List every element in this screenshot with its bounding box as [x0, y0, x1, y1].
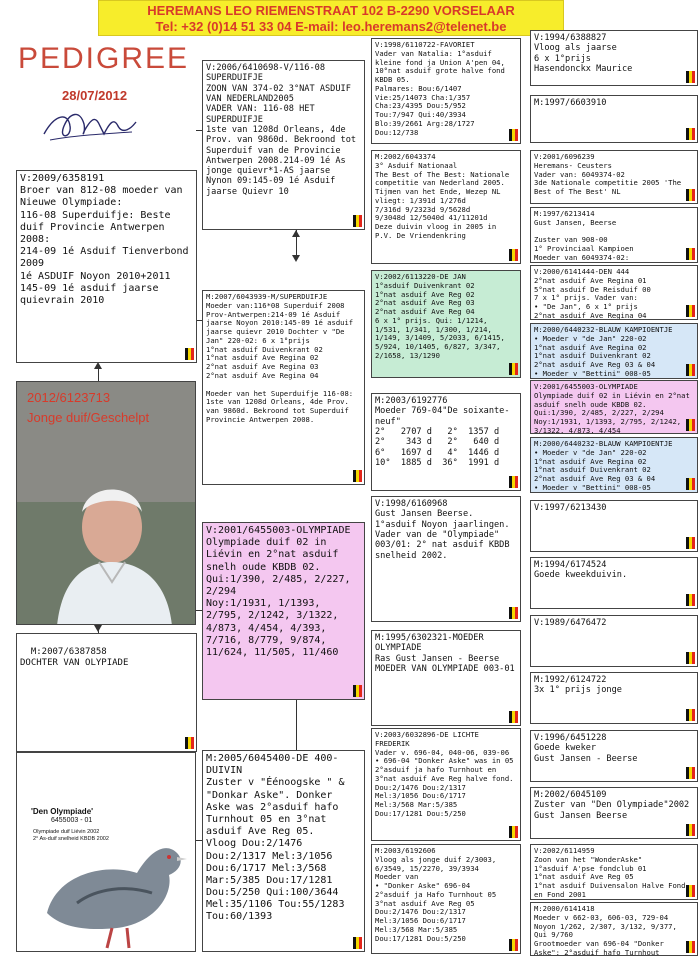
gen4-box-2: M:1997/6603910 [530, 95, 698, 143]
pigeon-image [17, 753, 197, 953]
gen4-box-16: M:2000/6141418 Moeder v 662-03, 606-03, 729-04 Noyon 1/262, 2/307, 3/132, 9/377, Qui 9/760 Grootmoeder van 696-04 "Donker Aske": 2°asduif hafo Turnhout [530, 902, 698, 956]
belgian-flag-icon [509, 476, 518, 488]
gen4-box-15: V:2002/6114959 Zoon van het "WonderAske" 1°asduif A'pse fondclub 01 1°nat asduif Ave Reg 05 1°nat asduif Duivensalon Halve Fond en Fond 2001 [530, 844, 698, 900]
arrow-up-icon [94, 362, 102, 369]
pigeon-ring: 6455003 - 01 [51, 817, 93, 824]
connector [296, 700, 297, 750]
belgian-flag-icon [686, 189, 695, 201]
arrow-down-icon [292, 255, 300, 262]
young-bird-description: Jonge duif/Geschelpt [27, 410, 150, 425]
gen4-box-4: M:1997/6213414 Gust Jansen, Beerse Zuster van 908-00 1° Provinciaal Kampioen Moeder van 6049374-02: [530, 207, 698, 263]
belgian-flag-icon [353, 470, 362, 482]
connector [98, 369, 99, 381]
belgian-flag-icon [686, 537, 695, 549]
belgian-flag-icon [686, 941, 695, 953]
belgian-flag-icon [686, 419, 695, 431]
header-contact: Tel: +32 (0)14 51 33 04 E-mail: leo.heremans2@telenet.be [155, 19, 507, 34]
arrow-up-icon [292, 230, 300, 237]
grandsire-sire-box: V:2006/6410698-V/116-08 SUPERDUIFJE ZOON VAN 374-02 3°NAT ASDUIF VAN NEDERLAND2005 VADER VAN: 116-08 HET SUPERDUIFJE 1ste van 1208d Orleans, 4de Prov. van 9860d. Bekroond tot Superduif van de Provincie Antwerpen 2008.214-09 1é As jonge quievr*1-AS jaarse Nynon 09:145-09 1é Asduif jaarse Quievr 10 [202, 60, 365, 230]
dam-text: M:2007/6387858 DOCHTER VAN OLYPIADE [20, 646, 129, 668]
gen4-box-10: M:1994/6174524 Goede kweekduivin. [530, 557, 698, 609]
gen4-box-13: V:1996/6451228 Goede kweker Gust Jansen - Beerse [530, 730, 698, 782]
pigeon-name: 'Den Olympiade' [31, 807, 94, 816]
young-bird-number: 2012/6123713 [27, 390, 111, 405]
connector [98, 625, 99, 633]
belgian-flag-icon [686, 594, 695, 606]
belgian-flag-icon [353, 215, 362, 227]
sire-box: V:2009/6358191 Broer van 812-08 moeder van Nieuwe Olympiade: 116-08 Superduifje: Beste duif Provincie Antwerpen 2008: 214-09 1é Asduif Tienverbond 2009 1é ASDUIF Noyon 2010+2011 145-09 1é asduif jaarse quievrain 2010 [16, 170, 197, 363]
belgian-flag-icon [509, 607, 518, 619]
granddam-dam-box: M:2005/6045400-DE 400-DUIVIN Zuster v "Éénoogske " & "Donkar Aske". Donker Aske was 2°asduif hafo Turnhout 05 en 3°nat asduif Ave Reg 05. Vloog Dou:2/1476 Dou:2/1317 Mel:3/1056 Dou:6/1717 Mel:3/568 Mar:5/385 Dou:17/1281 Dou:5/250 Qui:100/3644 Mel:35/1106 Tou:55/1283 Tou:60/1393 [202, 750, 365, 952]
ggs-box-1: V:1998/6110722-FAVORIET Vader van Natalia: 1°asduif kleine fond ja Union A'pen 04, 10°nat asduif grote halve fond KBDB 05. Palmares: Bou:6/1407 Vie:25/14073 Cha:1/357 Cha:23/4395 Dou:5/952 Tou:7/947 Qui:40/3934 Blo:39/2661 Arg:28/1727 Dou:12/738 [371, 38, 521, 144]
belgian-flag-icon [353, 937, 362, 949]
granddam-sire-box: M:2007/6043939-M/SUPERDUIFJE Moeder van:116*08 Superduif 2008 Prov-Antwerpen:214-09 1é Asduif jaarse Noyon 2010:145-09 1é asduif jaarse quievr 2010 Dochter v "De Jan" 220-02: 6 x 1°prijs 1°nat asduif Duivenkrant 02 1°nat asduif Ave Regina 02 2°nat asduif Ave Regina 03 2°nat asduif Ave Regina 04 Moeder van het Superduifje 116-08: 1ste van 1208d Orleans, 4de Prov. van 9860d. Bekroond tot Superduif Provincie Antwerpen 2008. [202, 290, 365, 485]
belgian-flag-icon [509, 826, 518, 838]
belgian-flag-icon [686, 824, 695, 836]
gen4-box-14: M:2002/6045109 Zuster van "Den Olympiade"2002 Gust Jansen Beerse [530, 787, 698, 839]
belgian-flag-icon [686, 305, 695, 317]
belgian-flag-icon [686, 767, 695, 779]
gen4-box-3: V:2001/6096239 Heremans- Ceusters Vader van: 6049374-02 3de Nationale competitie 2005 'The Best of The Best' NL [530, 150, 698, 204]
gen4-box-1: V:1994/6388827 Vloog als jaarse 6 x 1°prijs Hasendonckx Maurice [530, 30, 698, 86]
belgian-flag-icon [686, 248, 695, 260]
page-title: PEDIGREE [18, 42, 190, 75]
belgian-flag-icon [686, 71, 695, 83]
ggs-box-7: V:2003/6032896-DE LICHTE FREDERIK Vader v. 696-04, 040-06, 039-06 • 696-04 "Donker Aske" was in 05 2°asduif ja hafo Turnhout en 3°nat asduif Ave Reg halve fond. Dou:2/1476 Dou:2/1317 Mel:3/1056 Dou:6/1717 Mel:3/568 Mar:5/385 Dou:17/1281 Dou:5/250 [371, 728, 521, 841]
gen4-box-12: M:1992/6124722 3x 1° prijs jonge [530, 672, 698, 724]
header-banner [98, 0, 564, 36]
belgian-flag-icon [509, 249, 518, 261]
gen4-box-7: V:2001/6455003-OLYMPIADE Olympiade duif 02 in Liévin en 2°nat asduif snelh oude KBDB 02. Qui:1/390, 2/485, 2/227, 2/294 Noy:1/1931, 1/1393, 2/795, 2/1242, 3/1322, 4/873, 4/454 [530, 380, 698, 434]
ggd-box-4: M:2003/6192776 Moeder 769-04"De soixante-neuf" 2° 2707 d 2° 1357 d 2° 343 d 2° 640 d 6° 1697 d 4° 1446 d 10° 1885 d 36° 1991 d [371, 393, 521, 491]
gen4-box-5: V:2000/6141444-DEN 444 2°nat asduif Ave Regina 01 5°nat asduif De Reisduif 00 7 x 1° prijs. Vader van: • "De Jan", 6 x 1° prijs 2°nat asduif Ave Regina 04 [530, 265, 698, 320]
belgian-flag-icon [185, 348, 194, 360]
gen4-box-6: M:2000/6440232-BLAUW KAMPIOENTJE • Moeder v "de Jan" 220-02 1°nat asduif Ave Regina 02 1°nat asduif Duivenkrant 02 2°nat asduif Ave Reg 03 & 04 • Moeder v "Bettini" 008-05 [530, 323, 698, 379]
belgian-flag-icon [686, 128, 695, 140]
gen4-box-9: V:1997/6213430 [530, 500, 698, 552]
pigeon-panel [16, 752, 196, 952]
belgian-flag-icon [509, 939, 518, 951]
ggd-box-6: M:1995/6302321-MOEDER OLYMPIADE Ras Gust Jansen - Beerse MOEDER VAN OLYMPIADE 003-01 [371, 630, 521, 726]
belgian-flag-icon [686, 885, 695, 897]
ggs-box-3: V:2002/6113220-DE JAN 1°asduif Duivenkrant 02 1°nat asduif Ave Reg 02 2°nat asduif Ave Reg 03 2°nat asduif Ave Reg 04 6 x 1° prijs. Qui: 1/1214, 1/531, 1/341, 1/300, 1/214, 1/149, 3/1409, 5/2033, 6/1415, 5/924, 10/1405, 6/827, 3/347, 2/1658, 13/1290 [371, 270, 521, 378]
belgian-flag-icon [509, 129, 518, 141]
belgian-flag-icon [686, 709, 695, 721]
pedigree-date: 28/07/2012 [62, 88, 128, 103]
ggs-box-5: V:1998/6160968 Gust Jansen Beerse. 1°asduif Noyon jaarlingen. Vader van de "Olympiade" 003/01: 2° nat asduif KBDB snelheid 2002. [371, 496, 521, 622]
belgian-flag-icon [686, 652, 695, 664]
belgian-flag-icon [509, 711, 518, 723]
signature-image [40, 104, 140, 148]
belgian-flag-icon [686, 364, 695, 376]
gen4-box-8: M:2000/6440232-BLAUW KAMPIOENTJE • Moeder v "de Jan" 220-02 1°nat asduif Ave Regina 02 1°nat asduif Duivenkrant 02 2°nat asduif Ave Reg 03 & 04 • Moeder v "Bettini" 008-05 [530, 437, 698, 493]
header-address: HEREMANS LEO RIEMENSTRAAT 102 B-2290 VORSELAAR [147, 3, 515, 18]
gen4-box-11: V:1989/6476472 [530, 615, 698, 667]
belgian-flag-icon [686, 478, 695, 490]
grandsire-dam-box: V:2001/6455003-OLYMPIADE Olympiade duif 02 in Liévin en 2°nat asduif snelh oude KBDB 02. Qui:1/390, 2/485, 2/227, 2/294 Noy:1/1931, 1/1393, 2/795, 2/1242, 3/1322, 4/873, 4/454, 4/393, 7/716, 8/779, 9/874, 11/624, 11/505, 11/460 [202, 522, 365, 700]
ggd-box-8: M:2003/6192606 Vloog als jonge duif 2/3003, 6/3549, 15/2270, 39/3934 Moeder van • "Donker Aske" 696-04 2°asduif ja Hafo Turnhout 05 3°nat asduif Ave Reg 05 Dou:2/1476 Dou:2/1317 Mel:3/1056 Dou:6/1717 Mel:3/568 Mar:5/385 Dou:17/1281 Dou:5/250 [371, 844, 521, 954]
belgian-flag-icon [353, 685, 362, 697]
dam-box [16, 633, 197, 752]
belgian-flag-icon [185, 737, 194, 749]
belgian-flag-icon [509, 363, 518, 375]
breeder-photo [16, 381, 196, 625]
ggd-box-2: M:2002/6043374 3° Asduif Nationaal The Best of The Best: Nationale competitie van Nederland 2005. Tijmen van het Ende, Wezep NL vliegt: 1/391d 1/276d 7/316d 9/2323d 9/5628d 9/3048d 12/5040d 41/11201d Deze duivin vloog in 2005 in P.V. De Vriendenkring [371, 150, 521, 264]
pigeon-caption: Olympiade duif Liévin 2002 2° As-duif snelheid KBDB 2002 [33, 829, 109, 843]
